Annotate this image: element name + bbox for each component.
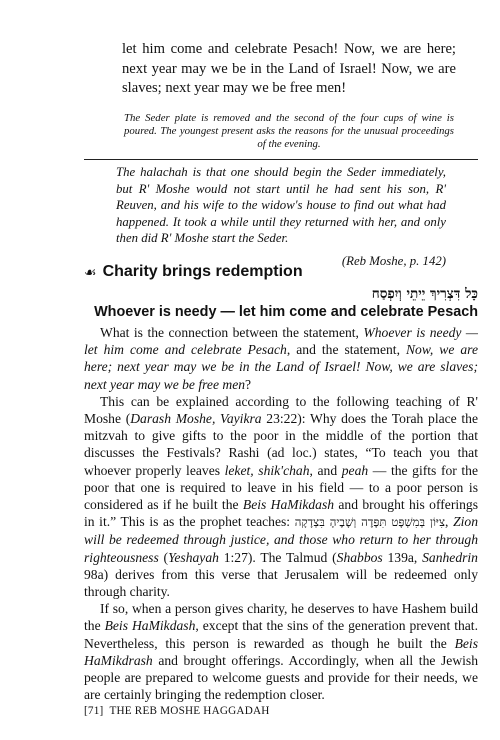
p2-italic: peah	[341, 462, 369, 478]
section-divider	[84, 159, 478, 160]
p2-italic: Yeshayah	[168, 549, 219, 565]
flourish-icon: ☙	[84, 264, 97, 280]
p3-text: If so, when a person gives charity, he deserves to have Hashem build the	[84, 601, 478, 634]
running-title: THE REB MOSHE HAGGADAH	[109, 705, 270, 717]
p2-text: ,	[445, 514, 454, 530]
p2-text: — the gifts for the poor that one is required to leave in his field — to a poor person is considered as if he built the	[84, 462, 479, 513]
p1-text: What is the connection between the statement,	[100, 325, 364, 340]
p2-text: 139a,	[382, 549, 423, 565]
p3-italic: Beis HaMikdash	[104, 618, 196, 634]
page-number: [71]	[84, 705, 104, 717]
hebrew-title: כָּל דִּצְרִיךְ יֵיתֵי וְיִפְסַח	[371, 286, 478, 302]
p1-quote: Whoever is needy — let him come and celebrate Pesach	[84, 325, 478, 358]
sub-title: Whoever is needy — let him come and celebrate Pesach	[94, 304, 478, 320]
p2-italic: leket, shik'chah	[224, 462, 310, 478]
section-heading-text: Charity brings redemption	[102, 263, 303, 280]
section-heading	[84, 262, 464, 282]
p2-text: 23:22): Why does the Torah place the mitzvah to give gifts to the poor in the middle of the portion that discusses the Festivals? Rashi (ad loc.) states, “To teach you that whoever properly leaves	[84, 411, 478, 478]
p2-text: This can be explained according to the following teaching of R' Moshe (	[84, 393, 478, 427]
p3-italic: Beis HaMikdrash	[84, 635, 478, 668]
paragraph-1	[84, 324, 478, 393]
p2-text: 98a) derives from this verse that Jerusalem will be redeemed only through charity.	[84, 566, 478, 600]
p2-italic: Zion will be redeemed through justice, and those who return to her through righteousness	[84, 514, 478, 565]
story-text: The halachah is that one should begin the Seder immediately, but R' Moshe would not start until he had sent his son, R' Reuven, and his wife to the widow's house to find out what had happened. It took a while until they returned with her, and only then did R' Moshe start the Seder.	[116, 165, 446, 246]
p2-italic: Shabbos	[336, 549, 383, 565]
p2-text: and brought his offerings in it.” This is as the prophet teaches:	[84, 497, 479, 530]
p2-hebrew-verse: צִיּוֹן בְּמִשְׁפָּט תִּפָּדֶה וְשָׁבֶיהָ בִּצְדָקָה	[294, 515, 446, 530]
body-text	[84, 324, 478, 703]
page-footer	[84, 704, 270, 718]
p3-text: , except that the sins of the generation prevent that. Nevertheless, this person is rewarded as though he built the	[84, 618, 478, 651]
p2-italic: Darash Moshe, Vayikra	[130, 411, 262, 427]
p3-text: and brought offerings. Accordingly, when all the Jewish people are prepared to welcome guests and provide for their needs, we are certainly bringing the redemption closer.	[84, 652, 478, 703]
p1-text: , and the statement,	[286, 342, 406, 358]
story-source: (Reb Moshe, p. 142)	[341, 253, 446, 268]
seder-instruction: The Seder plate is removed and the second of the four cups of wine is poured. The youngest present asks the reasons for the unusual proceedings of the evening.	[124, 112, 454, 151]
p1-quote: Now, we are here; next year may we be in the Land of Israel! Now, we are slaves; next year may we be free men	[84, 342, 478, 392]
paragraph-2	[84, 393, 478, 600]
paragraph-3	[84, 600, 478, 703]
p2-text: 1:27). The Talmud (	[218, 549, 337, 565]
p2-text: (	[158, 549, 169, 565]
p2-italic: Beis HaMikdash	[242, 497, 335, 513]
p2-italic: Sanhedrin	[422, 549, 478, 565]
haggadah-text-block	[122, 40, 456, 99]
p1-text: ?	[245, 376, 252, 392]
haggadah-text: let him come and celebrate Pesach! Now, we are here; next year may we be in the Land of Israel! Now, we are slaves; next year may we be free men!	[122, 41, 456, 96]
p2-text: , and	[309, 462, 342, 478]
story-block	[116, 164, 446, 270]
